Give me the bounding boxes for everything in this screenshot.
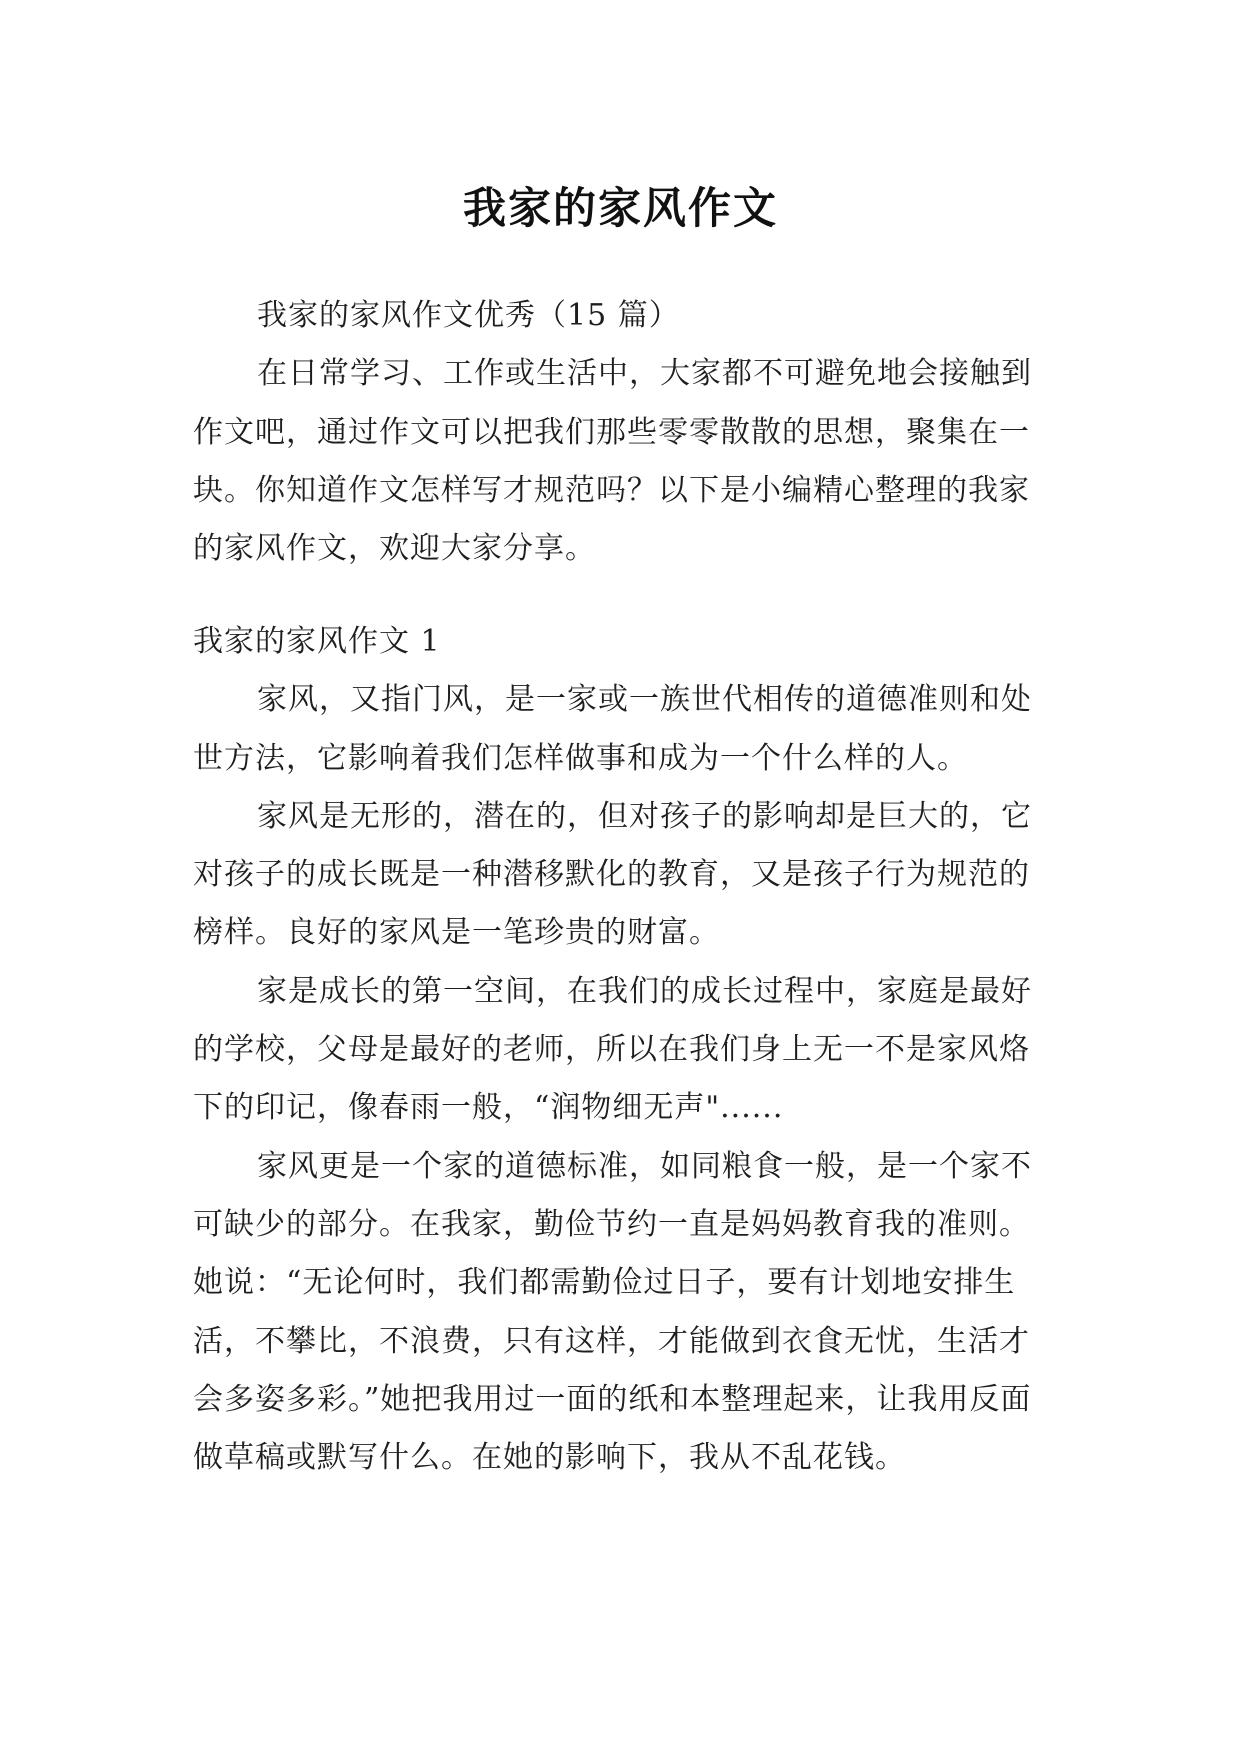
essay-1-paragraph-2: 家风是无形的，潜在的，但对孩子的影响却是巨大的，它对孩子的成长既是一种潜移默化的教育，又是孩子行为规范的榜样。良好的家风是一笔珍贵的财富。 [193, 798, 1032, 951]
essay-1-heading: 我家的家风作文 1 [193, 624, 441, 659]
essay-1-section [193, 613, 1053, 1487]
essay-1-paragraph-3: 家是成长的第一空间，在我们的成长过程中，家庭是最好的学校，父母是最好的老师，所以在我们身上无一不是家风烙下的印记，像春雨一般，“润物细无声"...... [193, 973, 1032, 1126]
intro-section [193, 287, 1053, 578]
essay-1-paragraph-4: 家风更是一个家的道德标准，如同粮食一般，是一个家不可缺少的部分。在我家，勤俭节约一直是妈妈教育我的准则。她说：“无论何时，我们都需勤俭过日子，要有计划地安排生活，不攀比，不浪费，只有这样，才能做到衣食无忧，生活才会多姿多彩。”她把我用过一面的纸和本整理起来，让我用反面做草稿或默写什么。在她的影响下，我从不乱花钱。 [193, 1148, 1032, 1476]
essay-1-paragraph-1: 家风，又指门风，是一家或一族世代相传的道德准则和处世方法，它影响着我们怎样做事和成为一个什么样的人。 [193, 682, 1032, 776]
document-title: 我家的家风作文 [463, 183, 778, 234]
intro-paragraph: 在日常学习、工作或生活中，大家都不可避免地会接触到作文吧，通过作文可以把我们那些零零散散的思想，聚集在一块。你知道作文怎样写才规范吗？以下是小编精心整理的我家的家风作文，欢迎大家分享。 [193, 356, 1032, 567]
intro-subtitle: 我家的家风作文优秀（15 篇） [257, 298, 680, 333]
